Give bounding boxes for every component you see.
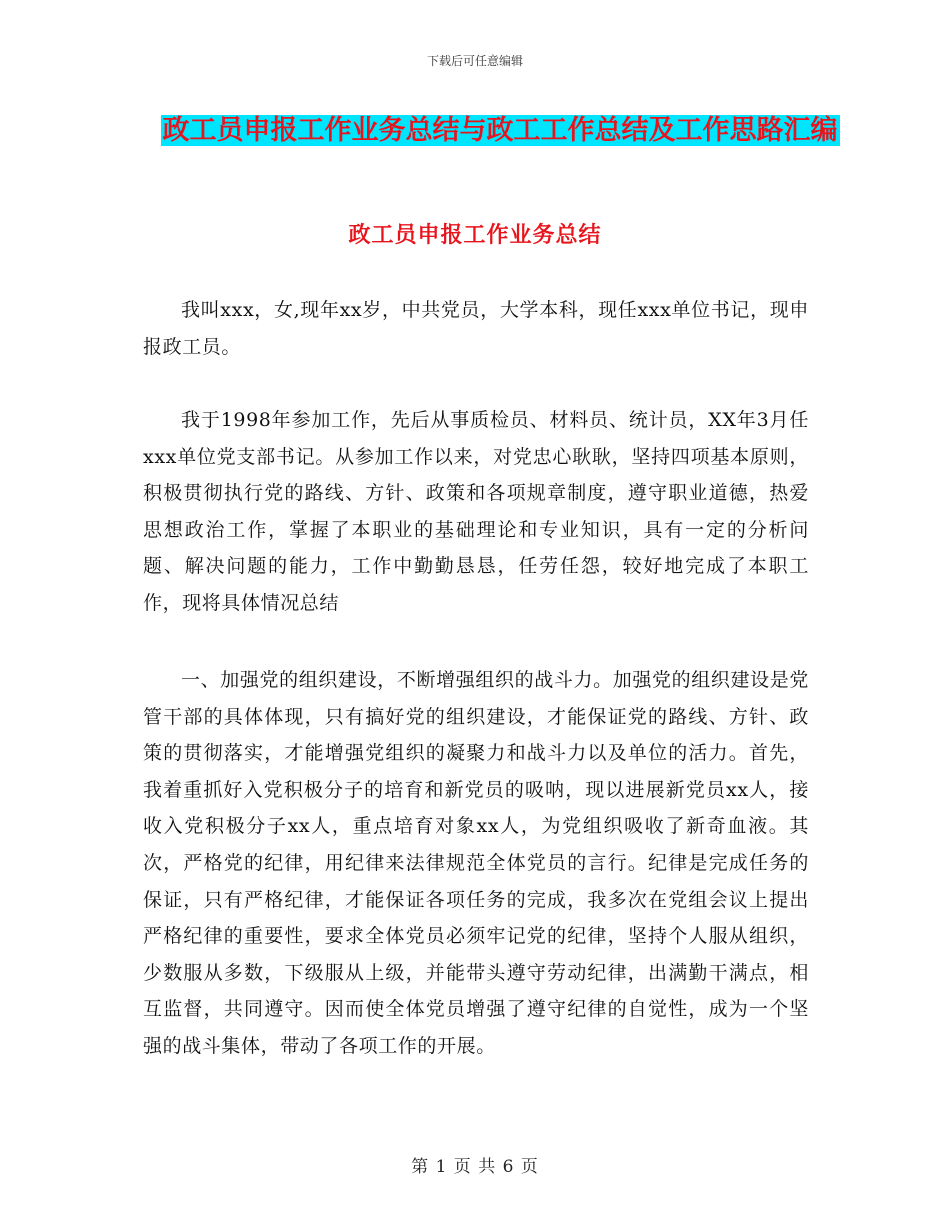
header-note: 下载后可任意编辑 (426, 54, 523, 68)
paragraph-intro: 我叫xxx，女,现年xx岁，中共党员，大学本科，现任xxx单位书记，现申报政工员。 (143, 299, 809, 358)
main-title-text: 政工员申报工作业务总结与政工工作总结及工作思路汇编 (162, 115, 838, 146)
paragraph-background: 我于1998年参加工作，先后从事质检员、材料员、统计员，XX年3月任xxx单位党支部书记。从参加工作以来，对党忠心耿耿，坚持四项基本原则，积极贯彻执行党的路线、方针、政策和各项规章制度，遵守职业道德，热爱思想政治工作，掌握了本职业的基础理论和专业知识，具有一定的分析问题、解决问题的能力，工作中勤勤恳恳，任劳任怨，较好地完成了本职工作，现将具体情况总结 (143, 409, 809, 614)
paragraph-organization: 一、加强党的组织建设，不断增强组织的战斗力。加强党的组织建设是党管干部的具体体现，只有搞好党的组织建设，才能保证党的路线、方针、政策的贯彻落实，才能增强党组织的凝聚力和战斗力以及单位的活力。首先，我着重抓好入党积极分子的培育和新党员的吸呐，现以进展新党员xx人，接收入党积极分子xx人，重点培育对象xx人，为党组织吸收了新奇血液。其次，严格党的纪律，用纪律来法律规范全体党员的言行。纪律是完成任务的保证，只有严格纪律，才能保证各项任务的完成，我多次在党组会议上提出严格纪律的重要性，要求全体党员必须牢记党的纪律，坚持个人服从组织，少数服从多数，下级服从上级，并能带头遵守劳动纪律，出满勤干满点，相互监督，共同遵守。因而使全体党员增强了遵守纪律的自觉性，成为一个坚强的战斗集体，带动了各项工作的开展。 (143, 669, 809, 1057)
section-title: 政工员申报工作业务总结 (348, 223, 602, 248)
main-title (150, 108, 850, 154)
page-indicator: 第 1 页 共 6 页 (411, 1157, 539, 1177)
